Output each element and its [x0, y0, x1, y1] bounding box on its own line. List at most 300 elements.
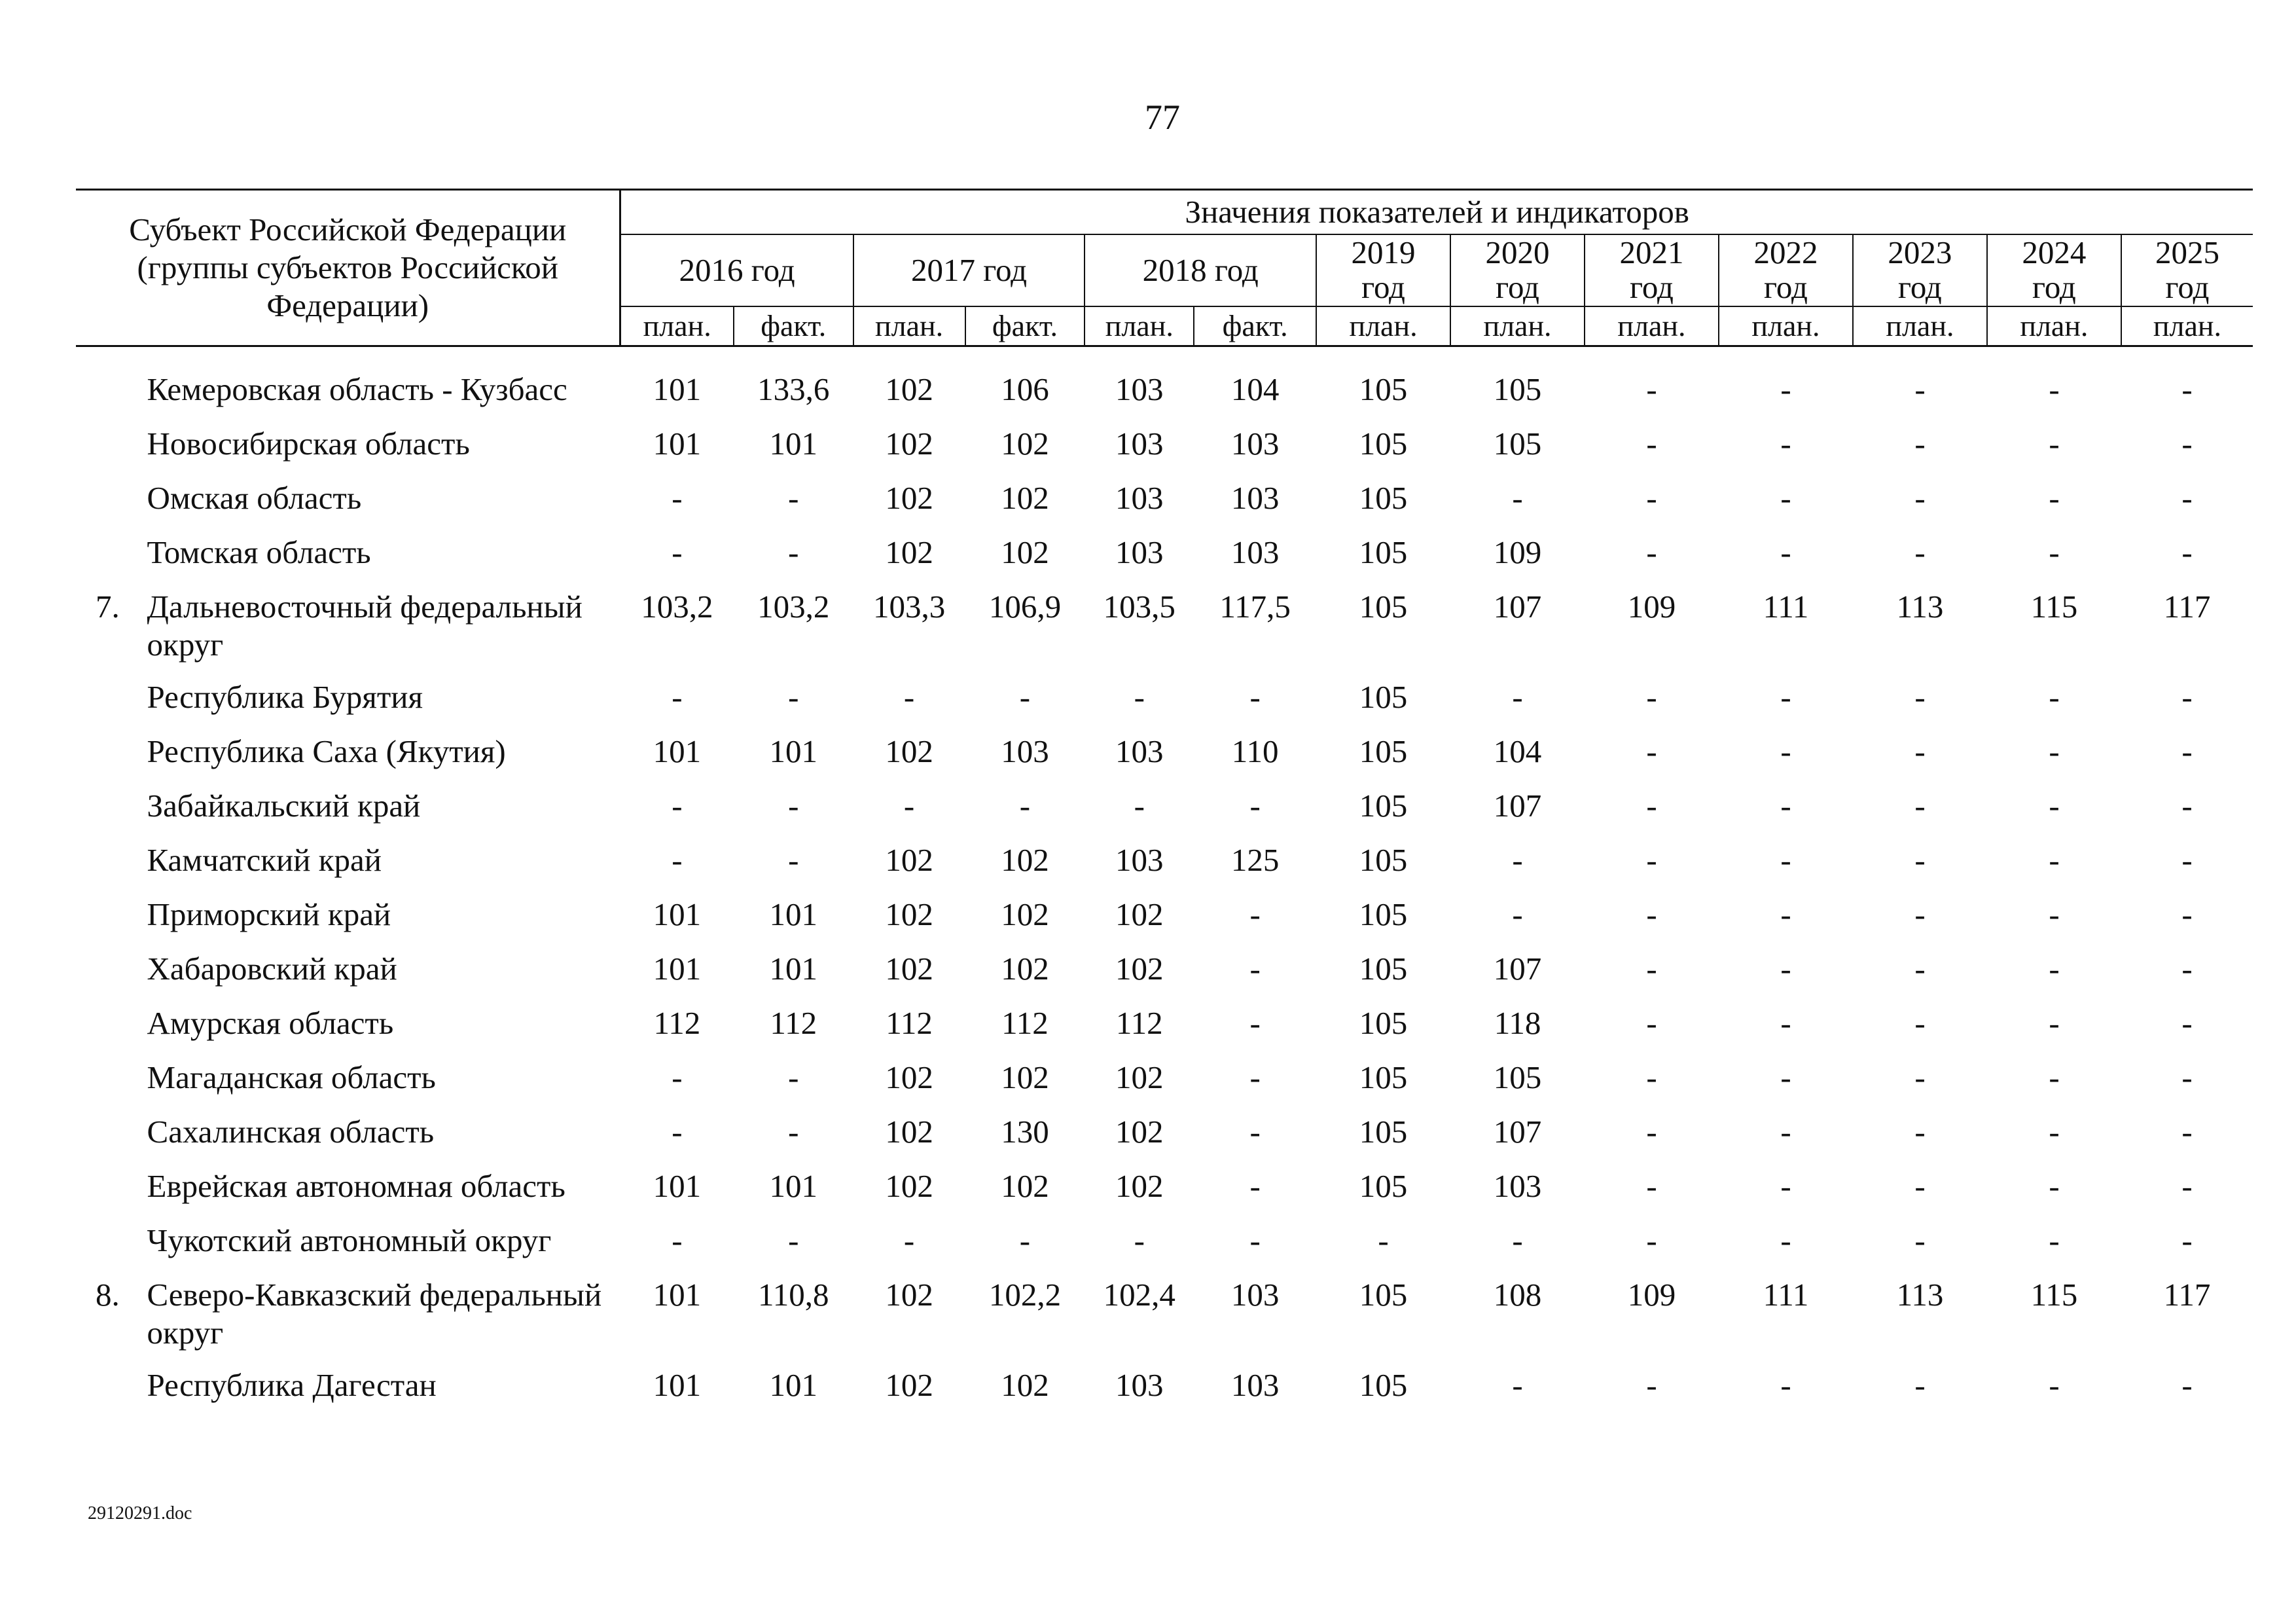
value-cell: -	[672, 480, 683, 516]
row-number	[76, 1366, 147, 1421]
year-word: год	[1496, 269, 1539, 305]
value-cell: 102	[1115, 896, 1164, 932]
value-cell: 117,5	[1219, 589, 1291, 625]
value-cell: -	[2181, 1168, 2193, 1204]
value-cell: -	[2181, 1005, 2193, 1041]
region-name: Томская область	[147, 534, 371, 570]
value-cell: 102	[1001, 534, 1049, 570]
year-number: 2021	[1619, 234, 1684, 271]
value-cell: -	[788, 788, 799, 824]
value-cell: -	[1646, 1059, 1657, 1095]
year-header	[1316, 234, 1450, 306]
value-cell: -	[2049, 842, 2060, 878]
year-word: год	[2165, 269, 2210, 305]
value-cell: -	[1646, 1222, 1657, 1258]
value-cell: 105	[1359, 896, 1408, 932]
value-cell: -	[2049, 480, 2060, 516]
subheader-cell: план.	[1085, 306, 1194, 346]
value-cell: -	[1914, 951, 1926, 987]
value-cell: 105	[1359, 1277, 1408, 1313]
value-cell: 105	[1493, 426, 1542, 462]
value-cell: 102	[1001, 426, 1049, 462]
value-cell: -	[903, 679, 915, 715]
value-cell: 101	[769, 426, 817, 462]
value-cell: 105	[1359, 1005, 1408, 1041]
value-cell: -	[1780, 788, 1791, 824]
value-cell: 103	[1115, 426, 1164, 462]
value-cell: -	[1134, 788, 1145, 824]
value-cell: 101	[653, 733, 702, 769]
region-name: Приморский край	[147, 896, 391, 932]
value-cell: -	[1780, 371, 1791, 407]
value-cell: -	[1646, 426, 1657, 462]
value-cell: -	[2181, 733, 2193, 769]
value-cell: -	[1646, 371, 1657, 407]
row-number	[76, 950, 147, 1004]
value-cell: 102,2	[988, 1277, 1062, 1313]
value-cell: -	[2049, 1168, 2060, 1204]
row-number	[76, 1113, 147, 1167]
value-cell: -	[2049, 1367, 2060, 1403]
values-title: Значения показателей и индикаторов	[620, 190, 2253, 235]
table-row	[76, 425, 2253, 479]
value-cell: -	[1780, 1114, 1791, 1150]
value-cell: 107	[1493, 951, 1542, 987]
value-cell: -	[2181, 480, 2193, 516]
subheader-cell: факт.	[1194, 306, 1316, 346]
value-cell: 102	[885, 1168, 933, 1204]
value-cell: -	[1914, 896, 1926, 932]
value-cell: 105	[1359, 842, 1408, 878]
value-cell: 102	[885, 1277, 933, 1313]
value-cell: -	[2181, 896, 2193, 932]
value-cell: -	[2049, 426, 2060, 462]
value-cell: 102	[1001, 1367, 1049, 1403]
value-cell: 117	[2163, 1277, 2211, 1313]
value-cell: 103	[1230, 534, 1280, 570]
region-name: Забайкальский край	[147, 788, 421, 824]
value-cell: 103,3	[872, 589, 946, 625]
year-number: 2019	[1351, 234, 1416, 271]
value-cell: -	[2049, 679, 2060, 715]
value-cell: -	[1249, 1168, 1261, 1204]
value-cell: 105	[1493, 371, 1542, 407]
row-number: 8.	[96, 1277, 120, 1313]
subheader-cell: план.	[1585, 306, 1719, 346]
subheader-cell: план.	[1450, 306, 1585, 346]
row-number	[76, 733, 147, 787]
value-cell: -	[1249, 1005, 1261, 1041]
value-cell: -	[788, 842, 799, 878]
value-cell: 102	[885, 1367, 933, 1403]
region-name: Республика Дагестан	[147, 1367, 437, 1403]
value-cell: 102,4	[1103, 1277, 1175, 1313]
row-number: 7.	[96, 589, 120, 625]
value-cell: -	[672, 534, 683, 570]
region-name: Сахалинская область	[147, 1114, 435, 1150]
value-cell: -	[2049, 733, 2060, 769]
value-cell: -	[1914, 371, 1926, 407]
document-filename: 29120291.doc	[88, 1503, 192, 1523]
table-row	[76, 1276, 2253, 1366]
value-cell: 117	[2163, 589, 2211, 625]
subject-column-header: Субъект Российской Федерации (группы субъектов Российской Федерации)	[76, 190, 620, 346]
value-cell: 105	[1359, 733, 1408, 769]
row-number	[76, 1059, 147, 1113]
value-cell: -	[1249, 1114, 1261, 1150]
value-cell: -	[1914, 842, 1926, 878]
value-cell: 101	[653, 1168, 702, 1204]
subheader-cell: план.	[853, 306, 965, 346]
value-cell: 113	[1896, 1277, 1944, 1313]
table-row	[76, 1113, 2253, 1167]
row-number	[76, 371, 147, 425]
value-cell: -	[2049, 896, 2060, 932]
subheader-cell: план.	[1316, 306, 1450, 346]
table-row	[76, 371, 2253, 425]
value-cell: -	[1780, 480, 1791, 516]
row-number	[76, 1004, 147, 1059]
value-cell: -	[1780, 534, 1791, 570]
value-cell: 102	[885, 534, 933, 570]
value-cell: 102	[1001, 1059, 1049, 1095]
value-cell: 105	[1359, 589, 1408, 625]
value-cell: -	[1646, 534, 1657, 570]
value-cell: -	[1249, 679, 1261, 715]
value-cell: -	[1646, 1168, 1657, 1204]
value-cell: -	[2049, 1005, 2060, 1041]
value-cell: -	[903, 1222, 915, 1258]
value-cell: 102	[1001, 951, 1049, 987]
value-cell: 101	[653, 1367, 702, 1403]
page-number: 77	[1145, 98, 1180, 137]
subheader-cell: план.	[620, 306, 734, 346]
value-cell: -	[1512, 480, 1523, 516]
value-cell: 105	[1359, 534, 1408, 570]
value-cell: 101	[653, 896, 702, 932]
value-cell: -	[1646, 951, 1657, 987]
value-cell: 115	[2030, 1277, 2078, 1313]
value-cell: -	[1780, 733, 1791, 769]
value-cell: -	[1646, 733, 1657, 769]
value-cell: 102	[1001, 896, 1049, 932]
table-row	[76, 678, 2253, 733]
year-number: 2020	[1485, 234, 1550, 271]
value-cell: 115	[2030, 589, 2078, 625]
year-word: год	[2032, 269, 2076, 305]
value-cell: 125	[1230, 842, 1280, 878]
value-cell: 110,8	[758, 1277, 829, 1313]
value-cell: -	[1914, 679, 1926, 715]
year-header	[1987, 234, 2121, 306]
value-cell: 105	[1359, 426, 1408, 462]
value-cell: 102	[1001, 480, 1049, 516]
value-cell: 101	[653, 1277, 702, 1313]
value-cell: 105	[1359, 371, 1408, 407]
value-cell: -	[2049, 951, 2060, 987]
region-name: Дальневосточный федеральный округ	[147, 589, 583, 663]
value-cell: -	[2181, 842, 2193, 878]
value-cell: -	[1134, 1222, 1145, 1258]
value-cell: -	[672, 1114, 683, 1150]
value-cell: 101	[769, 951, 817, 987]
table-header	[76, 189, 2253, 347]
value-cell: 101	[653, 426, 702, 462]
value-cell: -	[2181, 371, 2193, 407]
value-cell: 102	[885, 733, 933, 769]
value-cell: -	[2049, 1114, 2060, 1150]
value-cell: 103	[1115, 842, 1164, 878]
row-number	[76, 678, 147, 733]
value-cell: 102	[885, 426, 933, 462]
table-row	[76, 787, 2253, 841]
value-cell: -	[1512, 896, 1523, 932]
value-cell: -	[1512, 1222, 1523, 1258]
value-cell: -	[1780, 842, 1791, 878]
year-number: 2024	[2022, 234, 2087, 271]
value-cell: 102	[885, 1114, 933, 1150]
table-row	[76, 841, 2253, 896]
value-cell: -	[1780, 1005, 1791, 1041]
value-cell: -	[1249, 951, 1261, 987]
value-cell: -	[1646, 1005, 1657, 1041]
region-name: Хабаровский край	[147, 951, 397, 987]
value-cell: -	[1019, 788, 1031, 824]
region-name: Амурская область	[147, 1005, 394, 1041]
value-cell: 104	[1230, 371, 1280, 407]
value-cell: 103	[1230, 1367, 1280, 1403]
value-cell: -	[672, 1059, 683, 1095]
value-cell: 109	[1493, 534, 1542, 570]
value-cell: 108	[1493, 1277, 1542, 1313]
value-cell: -	[1249, 1059, 1261, 1095]
value-cell: -	[2181, 426, 2193, 462]
value-cell: 107	[1493, 788, 1542, 824]
value-cell: -	[1780, 896, 1791, 932]
value-cell: -	[1780, 1059, 1791, 1095]
year-header	[1450, 234, 1585, 306]
value-cell: -	[2181, 951, 2193, 987]
year-header: 2018 год	[1085, 234, 1316, 306]
value-cell: 101	[769, 733, 817, 769]
value-cell: 101	[769, 1168, 817, 1204]
value-cell: -	[672, 842, 683, 878]
value-cell: 112	[1001, 1005, 1049, 1041]
subheader-cell: факт.	[965, 306, 1085, 346]
value-cell: 105	[1359, 679, 1408, 715]
value-cell: 111	[1763, 1277, 1809, 1313]
value-cell: 103	[1115, 534, 1164, 570]
value-cell: 112	[770, 1005, 817, 1041]
region-name: Камчатский край	[147, 842, 382, 878]
year-word: год	[1361, 269, 1405, 305]
value-cell: 103	[1001, 733, 1049, 769]
row-number	[76, 896, 147, 950]
region-name: Республика Бурятия	[147, 679, 423, 715]
region-name: Омская область	[147, 480, 362, 516]
table-row	[76, 733, 2253, 787]
value-cell: 103	[1115, 371, 1164, 407]
row-number	[76, 1222, 147, 1276]
table-row	[76, 1222, 2253, 1276]
value-cell: -	[672, 679, 683, 715]
value-cell: -	[2181, 1222, 2193, 1258]
value-cell: -	[1512, 842, 1523, 878]
value-cell: 113	[1896, 589, 1944, 625]
value-cell: -	[1914, 1222, 1926, 1258]
value-cell: 107	[1493, 589, 1542, 625]
value-cell: 101	[769, 896, 817, 932]
value-cell: 102	[1115, 1168, 1164, 1204]
value-cell: 111	[1763, 589, 1809, 625]
value-cell: 103,2	[641, 589, 713, 625]
value-cell: 112	[653, 1005, 701, 1041]
value-cell: 105	[1359, 951, 1408, 987]
table-row	[76, 588, 2253, 678]
value-cell: 105	[1359, 1059, 1408, 1095]
value-cell: 102	[885, 896, 933, 932]
value-cell: 103,2	[757, 589, 830, 625]
value-cell: -	[1646, 788, 1657, 824]
value-cell: 133,6	[757, 371, 830, 407]
value-cell: -	[788, 480, 799, 516]
value-cell: -	[1378, 1222, 1389, 1258]
value-cell: 107	[1493, 1114, 1542, 1150]
value-cell: 102	[885, 842, 933, 878]
value-cell: -	[2181, 1059, 2193, 1095]
value-cell: -	[1646, 1367, 1657, 1403]
year-header	[2121, 234, 2253, 306]
value-cell: -	[903, 788, 915, 824]
value-cell: -	[2049, 1059, 2060, 1095]
table-row	[76, 1004, 2253, 1059]
value-cell: -	[788, 1059, 799, 1095]
value-cell: -	[1780, 679, 1791, 715]
year-word: год	[1630, 269, 1674, 305]
value-cell: 101	[653, 951, 702, 987]
year-number: 2025	[2155, 234, 2219, 271]
value-cell: 112	[1115, 1005, 1163, 1041]
value-cell: -	[1249, 896, 1261, 932]
value-cell: -	[1512, 1367, 1523, 1403]
subheader-cell: факт.	[734, 306, 853, 346]
value-cell: -	[788, 1222, 799, 1258]
value-cell: 130	[1001, 1114, 1049, 1150]
value-cell: -	[1646, 1114, 1657, 1150]
row-number	[76, 1167, 147, 1222]
value-cell: -	[2181, 1367, 2193, 1403]
value-cell: -	[1019, 679, 1031, 715]
value-cell: -	[1780, 1367, 1791, 1403]
value-cell: -	[2049, 534, 2060, 570]
value-cell: -	[2181, 679, 2193, 715]
value-cell: 103	[1115, 1367, 1164, 1403]
value-cell: -	[2049, 1222, 2060, 1258]
region-name: Магаданская область	[147, 1059, 436, 1095]
row-number	[76, 425, 147, 479]
row-number	[76, 787, 147, 841]
value-cell: 105	[1359, 788, 1408, 824]
value-cell: 104	[1493, 733, 1542, 769]
value-cell: -	[1249, 1222, 1261, 1258]
value-cell: 105	[1359, 1367, 1408, 1403]
value-cell: -	[2181, 788, 2193, 824]
value-cell: -	[1019, 1222, 1031, 1258]
year-header	[1585, 234, 1719, 306]
value-cell: -	[1646, 480, 1657, 516]
value-cell: -	[1914, 1059, 1926, 1095]
subheader-cell: план.	[1853, 306, 1987, 346]
year-header: 2016 год	[620, 234, 853, 306]
table-row	[76, 534, 2253, 588]
table-row	[76, 896, 2253, 950]
region-name: Северо-Кавказский федеральный округ	[147, 1277, 602, 1351]
value-cell: -	[1780, 1168, 1791, 1204]
value-cell: -	[1249, 788, 1261, 824]
value-cell: 102	[1001, 842, 1049, 878]
value-cell: 102	[885, 371, 933, 407]
table-row	[76, 950, 2253, 1004]
year-number: 2022	[1753, 234, 1818, 271]
value-cell: -	[672, 1222, 683, 1258]
value-cell: 102	[1115, 951, 1164, 987]
value-cell: -	[1914, 426, 1926, 462]
value-cell: -	[1914, 1114, 1926, 1150]
value-cell: 103	[1115, 733, 1164, 769]
table-row	[76, 1366, 2253, 1421]
value-cell: 106	[1001, 371, 1049, 407]
value-cell: -	[1914, 1005, 1926, 1041]
value-cell: -	[2181, 534, 2193, 570]
value-cell: 102	[885, 480, 933, 516]
value-cell: 106,9	[988, 589, 1062, 625]
value-cell: 103	[1230, 480, 1280, 516]
year-word: год	[1897, 269, 1942, 305]
value-cell: 112	[886, 1005, 933, 1041]
region-name: Республика Саха (Якутия)	[147, 733, 506, 769]
value-cell: -	[672, 788, 683, 824]
region-name: Чукотский автономный округ	[147, 1222, 552, 1258]
value-cell: 105	[1359, 1168, 1408, 1204]
value-cell: -	[788, 1114, 799, 1150]
value-cell: -	[788, 679, 799, 715]
value-cell: 102	[1001, 1168, 1049, 1204]
table-row	[76, 479, 2253, 534]
row-number	[76, 479, 147, 534]
value-cell: 103	[1493, 1168, 1542, 1204]
row-number	[76, 534, 147, 588]
value-cell: -	[1646, 896, 1657, 932]
value-cell: 102	[1115, 1059, 1164, 1095]
value-cell: -	[1646, 842, 1657, 878]
value-cell: 109	[1627, 1277, 1676, 1313]
value-cell: 109	[1627, 589, 1676, 625]
value-cell: -	[1780, 426, 1791, 462]
value-cell: 103,5	[1103, 589, 1175, 625]
value-cell: -	[1512, 679, 1523, 715]
value-cell: 102	[885, 1059, 933, 1095]
value-cell: -	[1646, 679, 1657, 715]
value-cell: -	[1780, 951, 1791, 987]
value-cell: 101	[653, 371, 702, 407]
value-cell: 105	[1359, 480, 1408, 516]
value-cell: 102	[885, 951, 933, 987]
subheader-cell: план.	[1719, 306, 1853, 346]
value-cell: -	[2049, 371, 2060, 407]
value-cell: 103	[1230, 1277, 1280, 1313]
value-cell: -	[1914, 1367, 1926, 1403]
value-cell: 105	[1359, 1114, 1408, 1150]
